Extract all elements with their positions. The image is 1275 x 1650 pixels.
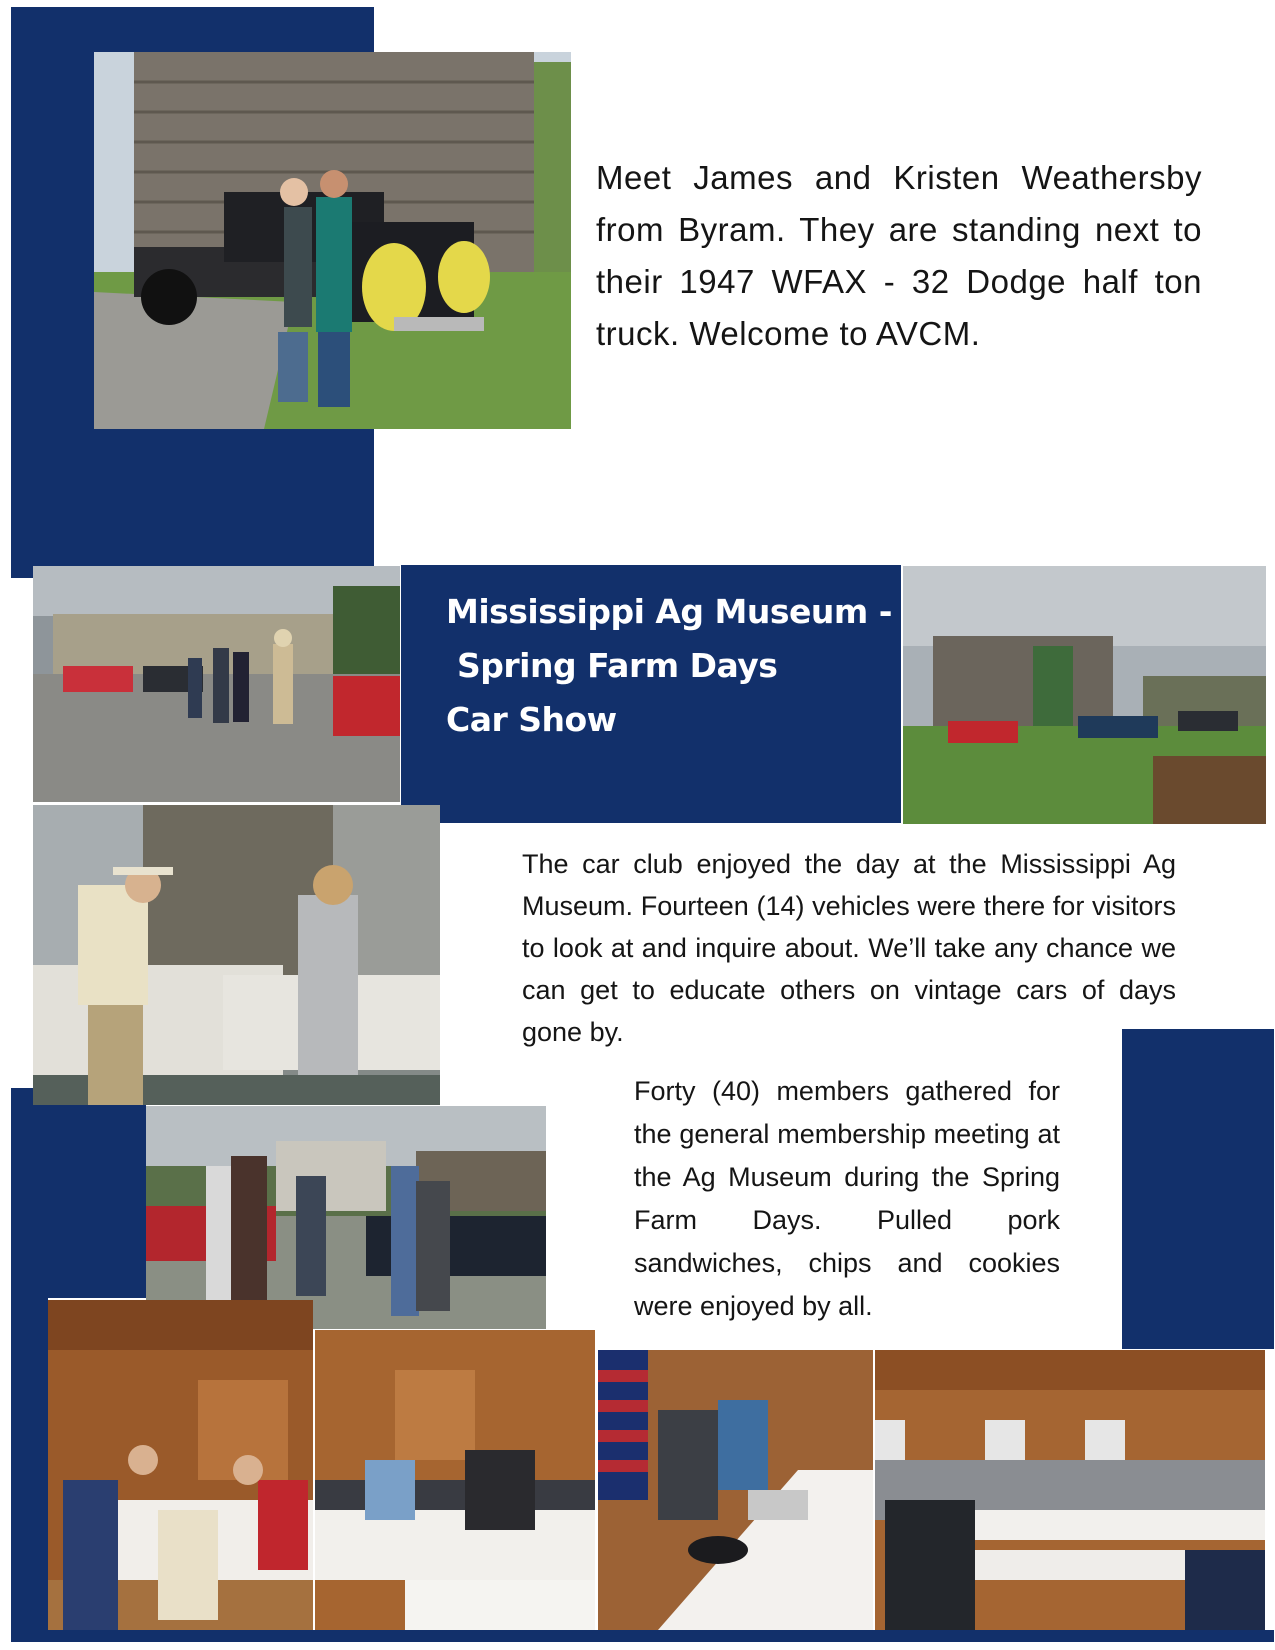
photo-visitors-talking xyxy=(33,805,440,1105)
page-title xyxy=(446,585,892,747)
intro-caption: Meet James and Kristen Weathersby from Byram. They are standing next to their 1947 WFAX - 32 Dodge half ton truck. Welcome to AVCM. xyxy=(596,159,1202,352)
title-line-3: Car Show xyxy=(446,700,617,739)
photo-farmhouse-cars xyxy=(903,566,1266,824)
photo-car-show-lot xyxy=(33,566,400,802)
photo-group-outdoors xyxy=(146,1106,546,1329)
title-line-2: Spring Farm Days xyxy=(446,646,778,685)
membership-meeting-paragraph: Forty (40) members gathered for the general membership meeting at the Ag Museum during the Spring Farm Days. Pulled pork sandwiches, chips and cookies were enjoyed by all. xyxy=(634,1076,1060,1321)
photo-couple-with-truck xyxy=(94,52,571,429)
navy-block-right xyxy=(1122,1029,1274,1349)
photo-meeting-hall-wide xyxy=(875,1350,1265,1630)
title-line-1: Mississippi Ag Museum - xyxy=(446,592,892,631)
photo-meeting-hall-left xyxy=(48,1300,313,1630)
photo-meeting-hall-center xyxy=(315,1330,595,1630)
car-show-paragraph: The car club enjoyed the day at the Mississippi Ag Museum. Fourteen (14) vehicles were there for visitors to look at and inquire about. We’ll take any chance we can get to educate others on vintage cars of days gone by. xyxy=(522,849,1176,1047)
navy-band-bottom xyxy=(11,1630,1274,1642)
photo-food-table xyxy=(598,1350,873,1630)
navy-block-bottom-left-inner xyxy=(11,1088,146,1298)
